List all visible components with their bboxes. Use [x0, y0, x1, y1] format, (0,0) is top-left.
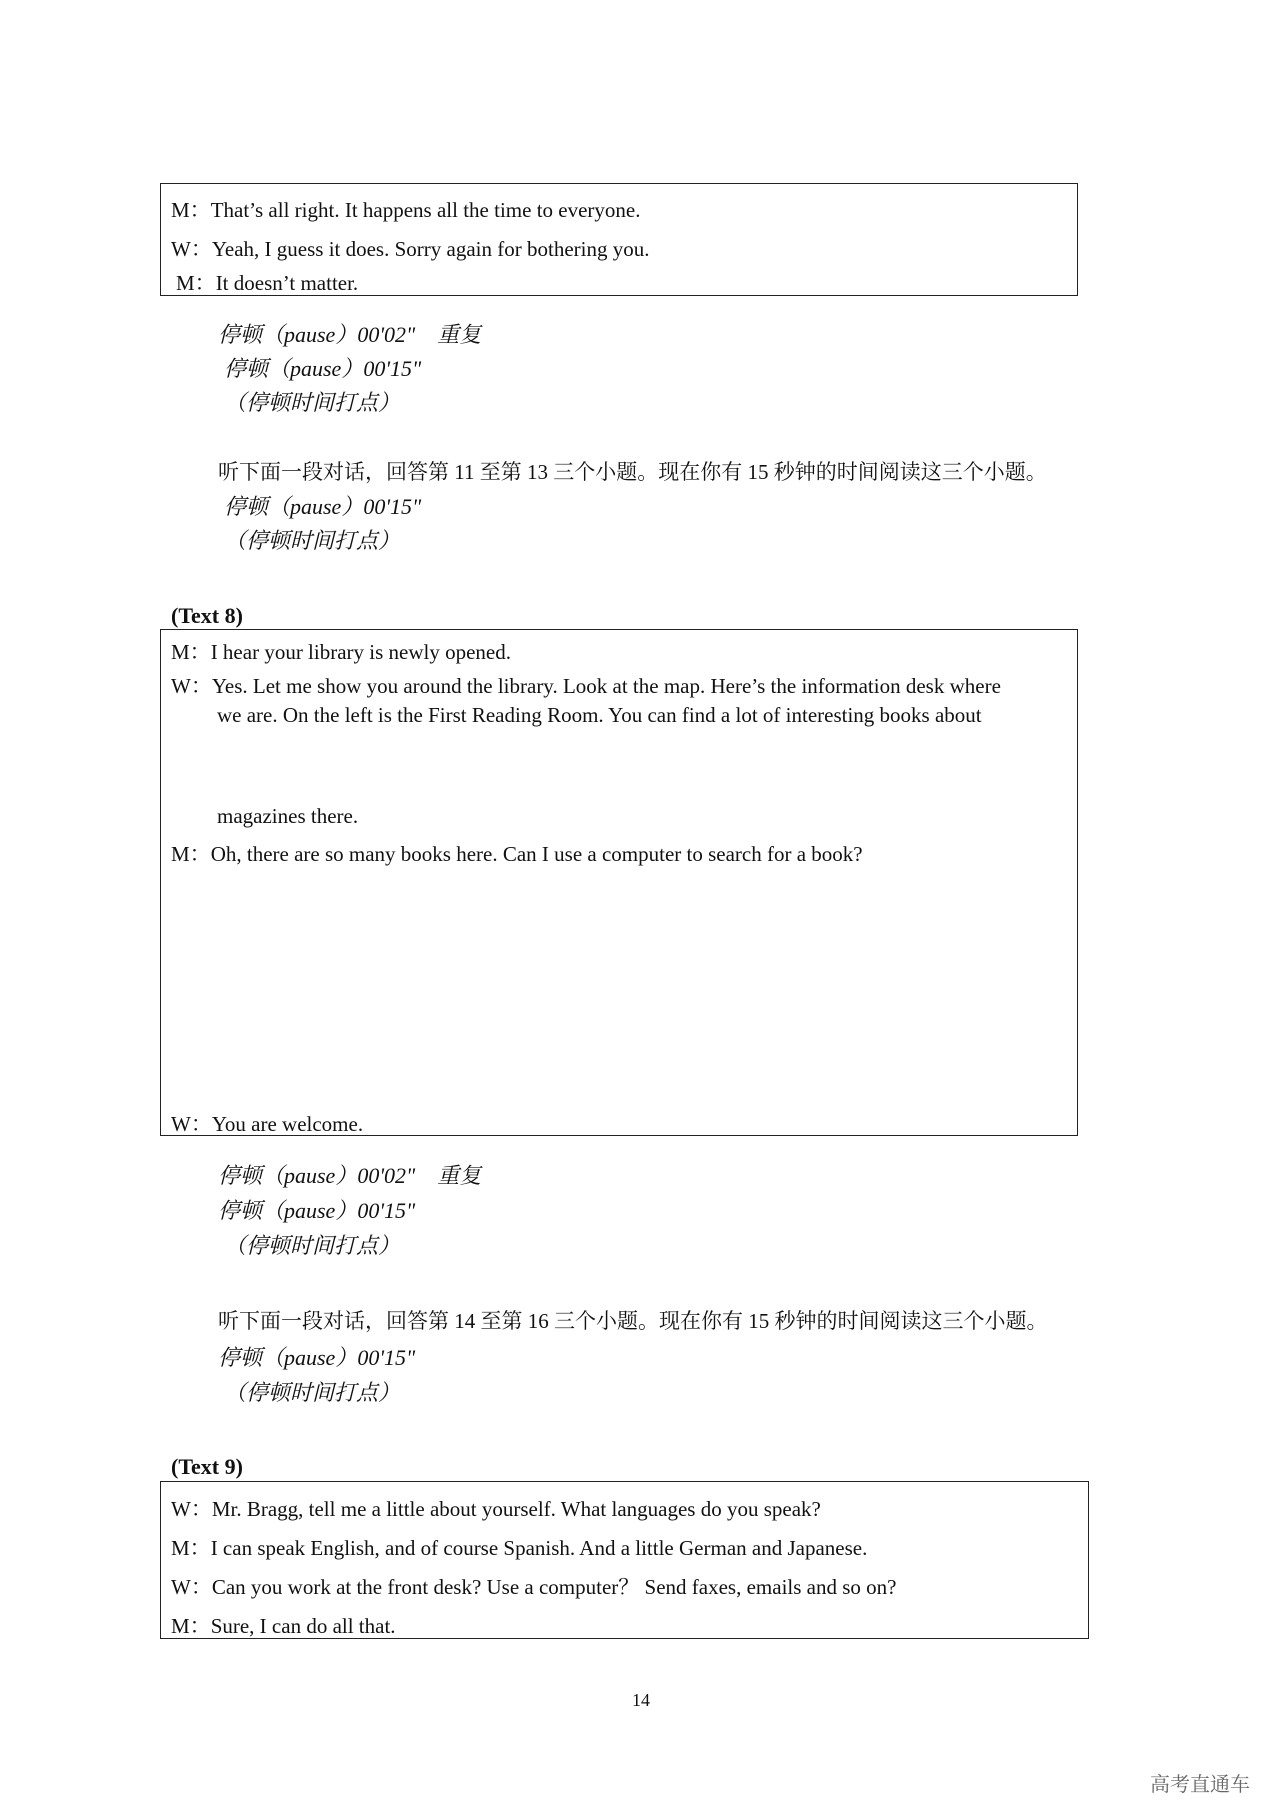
- section-title: (Text 8): [171, 603, 243, 628]
- pause-note: （停顿时间打点）: [224, 1233, 401, 1258]
- dialogue-line: M：I hear your library is newly opened.: [171, 640, 512, 664]
- watermark: 高考直通车: [1150, 1772, 1250, 1796]
- dialogue-line: M：Oh, there are so many books here. Can I use a computer to search for a book?: [171, 842, 863, 866]
- instruction: 听下面一段对话，回答第 14 至第 16 三个小题。现在你有 15 秒钟的时间阅读这三个小题。: [218, 1309, 1048, 1333]
- pause-note: 停顿（pause）00'15": [218, 1345, 416, 1370]
- section-title: (Text 9): [171, 1454, 243, 1479]
- dialogue-line: W：Yeah, I guess it does. Sorry again for bothering you.: [171, 237, 650, 261]
- dialogue-line: we are. On the left is the First Reading Room. You can find a lot of interesting books about: [217, 703, 982, 727]
- dialogue-line: W：Mr. Bragg, tell me a little about yourself. What languages do you speak?: [171, 1497, 821, 1521]
- dialogue-line: W：Yes. Let me show you around the library. Look at the map. Here’s the information desk where: [171, 674, 1001, 698]
- pause-note: （停顿时间打点）: [224, 390, 401, 415]
- dialogue-line: M：Sure, I can do all that.: [171, 1614, 396, 1638]
- dialogue-line: M：I can speak English, and of course Spanish. And a little German and Japanese.: [171, 1536, 868, 1560]
- dialogue-line: W：Can you work at the front desk? Use a computer？ Send faxes, emails and so on?: [171, 1575, 897, 1599]
- dialogue-line: M：It doesn’t matter.: [176, 271, 359, 295]
- pause-note: 停顿（pause）00'15": [224, 356, 422, 381]
- pause-note: （停顿时间打点）: [224, 1380, 401, 1405]
- pause-note: 停顿（pause）00'02" 重复: [218, 322, 482, 347]
- pause-note: 停顿（pause）00'15": [218, 1198, 416, 1223]
- dialogue-line: magazines there.: [217, 804, 359, 828]
- page-number: 14: [632, 1690, 650, 1710]
- pause-note: 停顿（pause）00'02" 重复: [218, 1163, 482, 1188]
- dialogue-line: M：That’s all right. It happens all the time to everyone.: [171, 198, 641, 222]
- pause-note: （停顿时间打点）: [224, 528, 401, 553]
- pause-note: 停顿（pause）00'15": [224, 494, 422, 519]
- dialogue-line: W：You are welcome.: [171, 1112, 364, 1136]
- instruction: 听下面一段对话，回答第 11 至第 13 三个小题。现在你有 15 秒钟的时间阅读这三个小题。: [218, 460, 1047, 484]
